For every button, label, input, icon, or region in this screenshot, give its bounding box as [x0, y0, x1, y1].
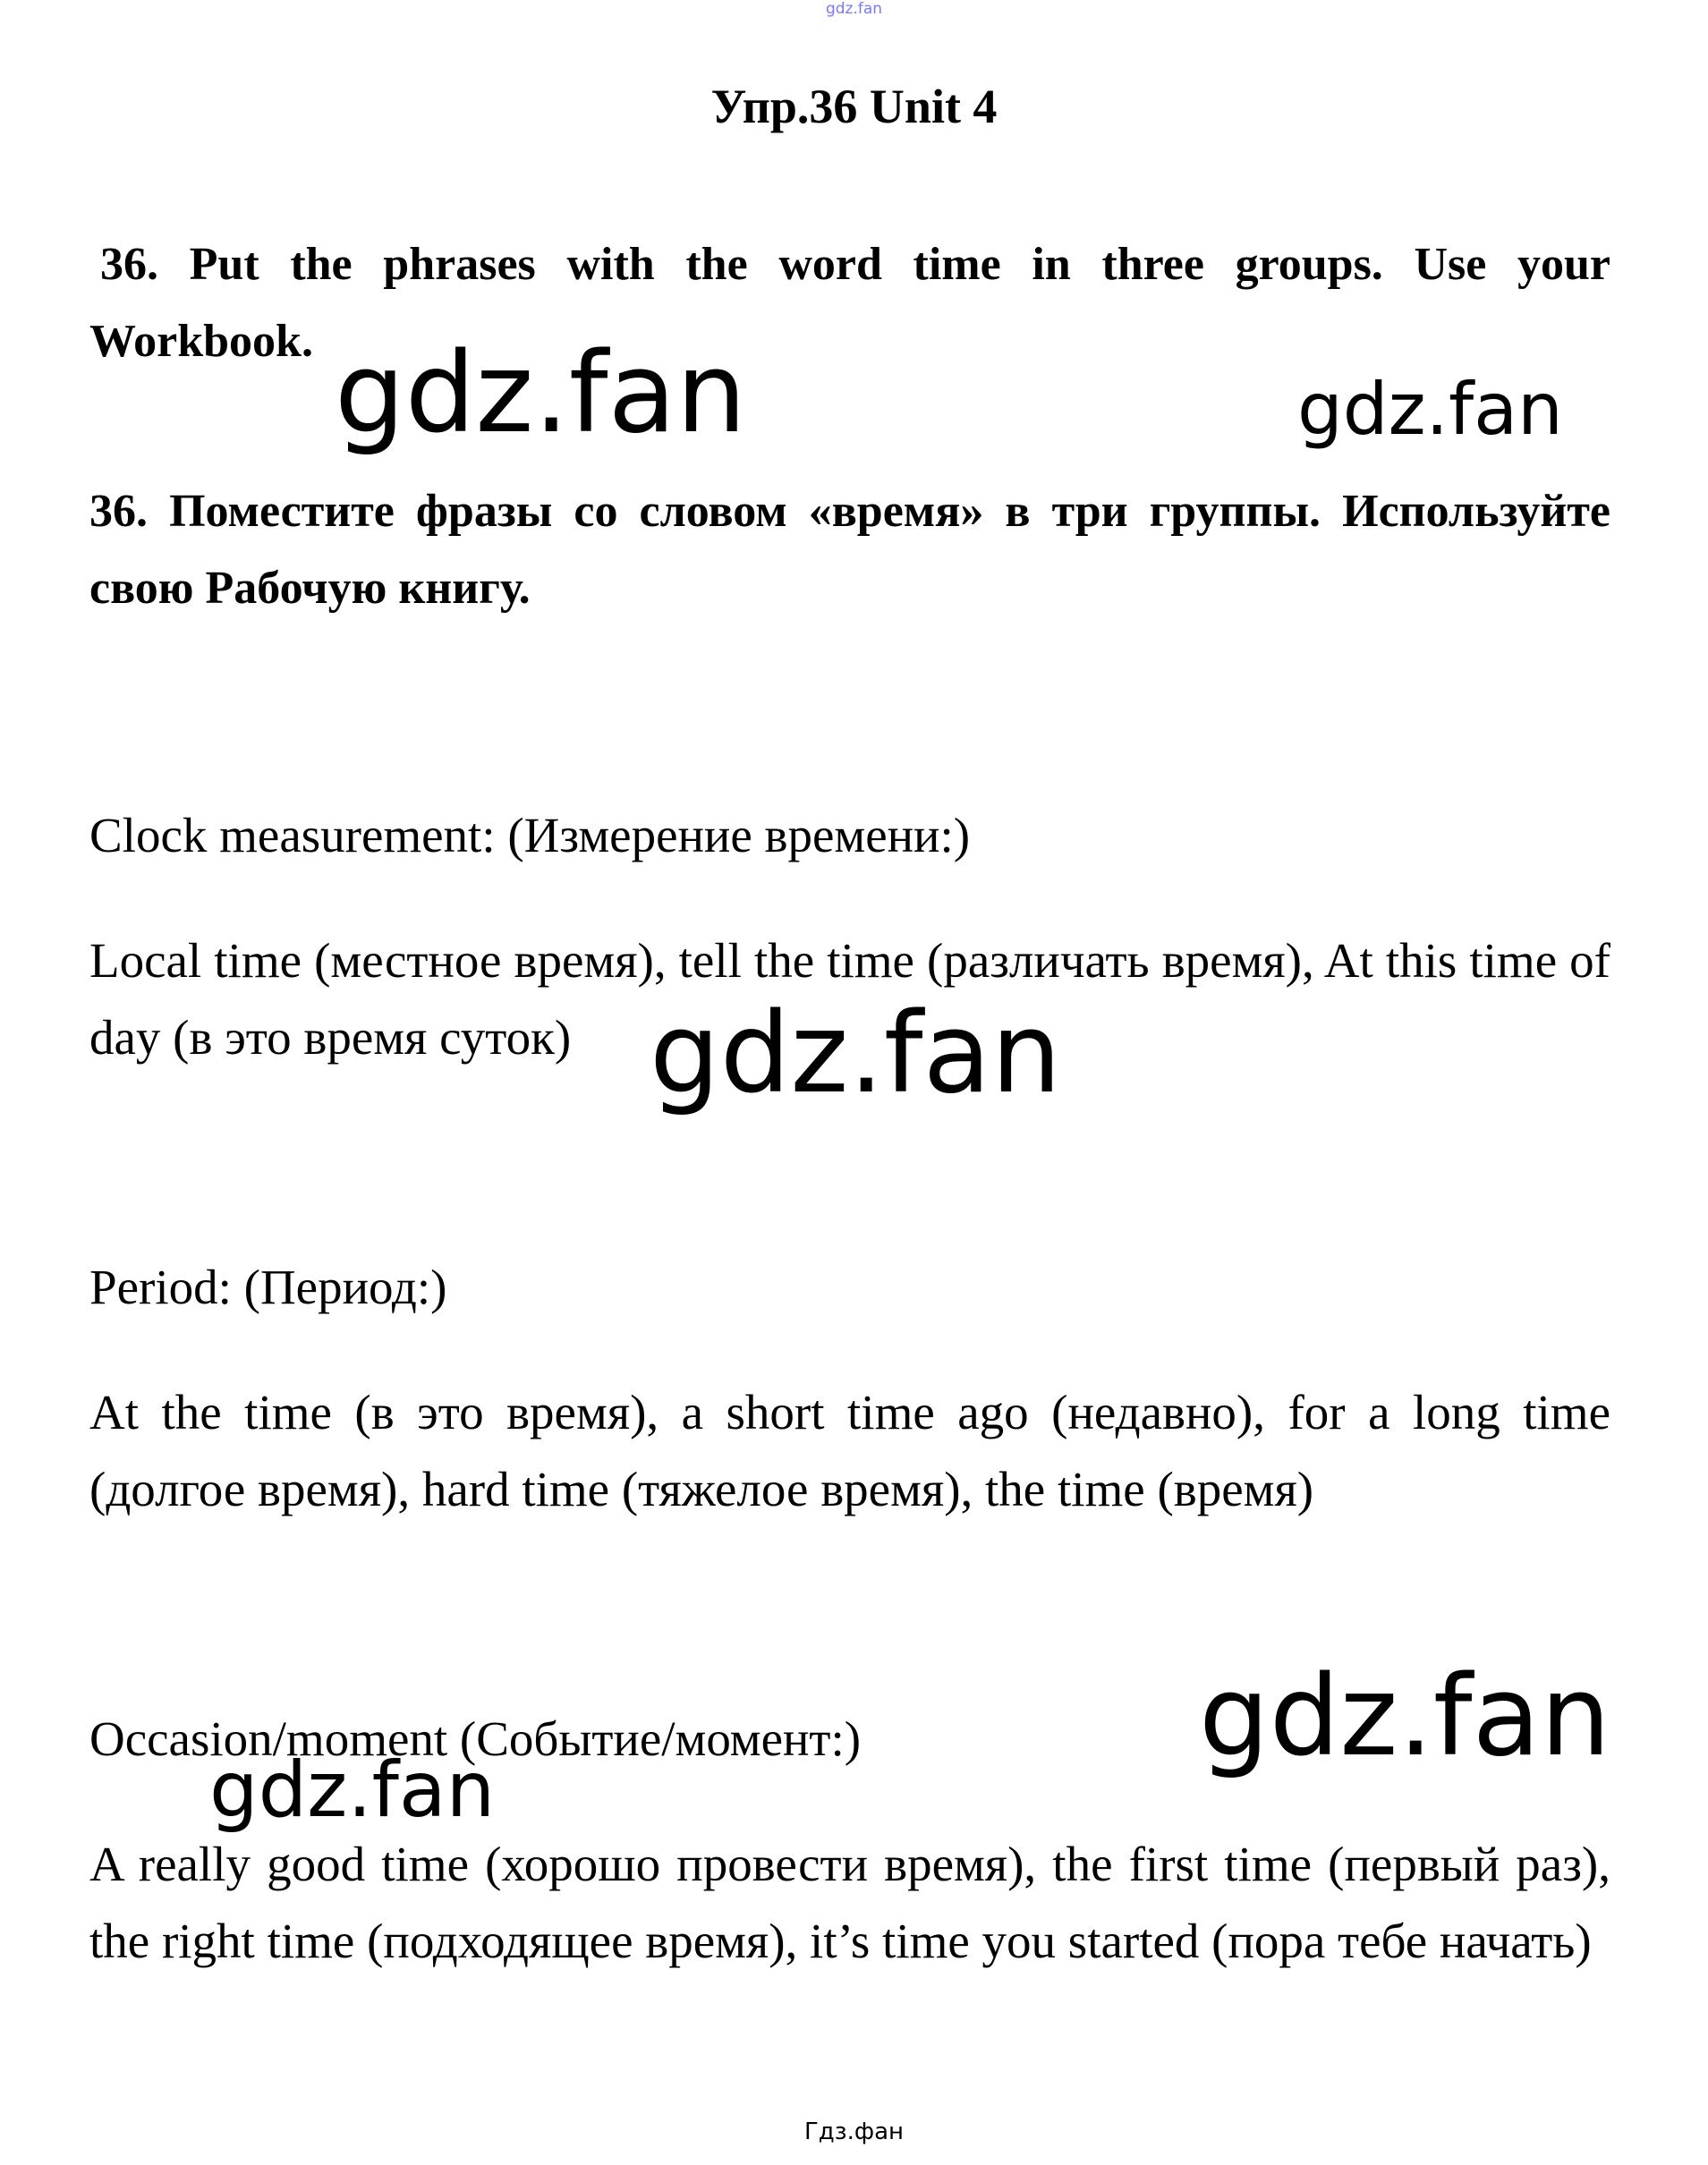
- group-phrases-clock: Local time (местное время), tell the time (различать время), At this time of day (в это время суток): [89, 933, 1610, 1065]
- group-heading-period: Period: (Период:): [89, 1260, 447, 1314]
- top-watermark: gdz.fan: [825, 0, 883, 18]
- task-english: 36. Put the phrases with the word time in three groups. Use your Workbook.: [89, 239, 1610, 367]
- group-phrases-period: At the time (в это время), a short time ago (недавно), for a long time (долгое время), hard time (тяжелое время), the time (время): [89, 1385, 1610, 1516]
- watermark: gdz.fan: [335, 329, 747, 458]
- page-title: Упр.36 Unit 4: [710, 80, 998, 133]
- group-phrases-occasion: A really good time (хорошо провести время), the first time (первый раз), the right time (подходящее время), it’s time you started (пора тебе начать): [89, 1837, 1610, 1968]
- page-footer: Гдз.фан: [803, 2118, 905, 2145]
- group-heading-clock: Clock measurement: (Измерение времени:): [89, 808, 971, 862]
- watermark: gdz.fan: [1199, 1652, 1611, 1781]
- watermark: gdz.fan: [1297, 368, 1563, 451]
- task-russian: 36. Поместите фразы со словом «время» в три группы. Используйте свою Рабочую книгу.: [89, 486, 1610, 614]
- watermark: gdz.fan: [650, 989, 1062, 1118]
- watermark: gdz.fan: [209, 1745, 496, 1835]
- group-heading-occasion: Occasion/moment (Событие/момент:): [89, 1711, 862, 1766]
